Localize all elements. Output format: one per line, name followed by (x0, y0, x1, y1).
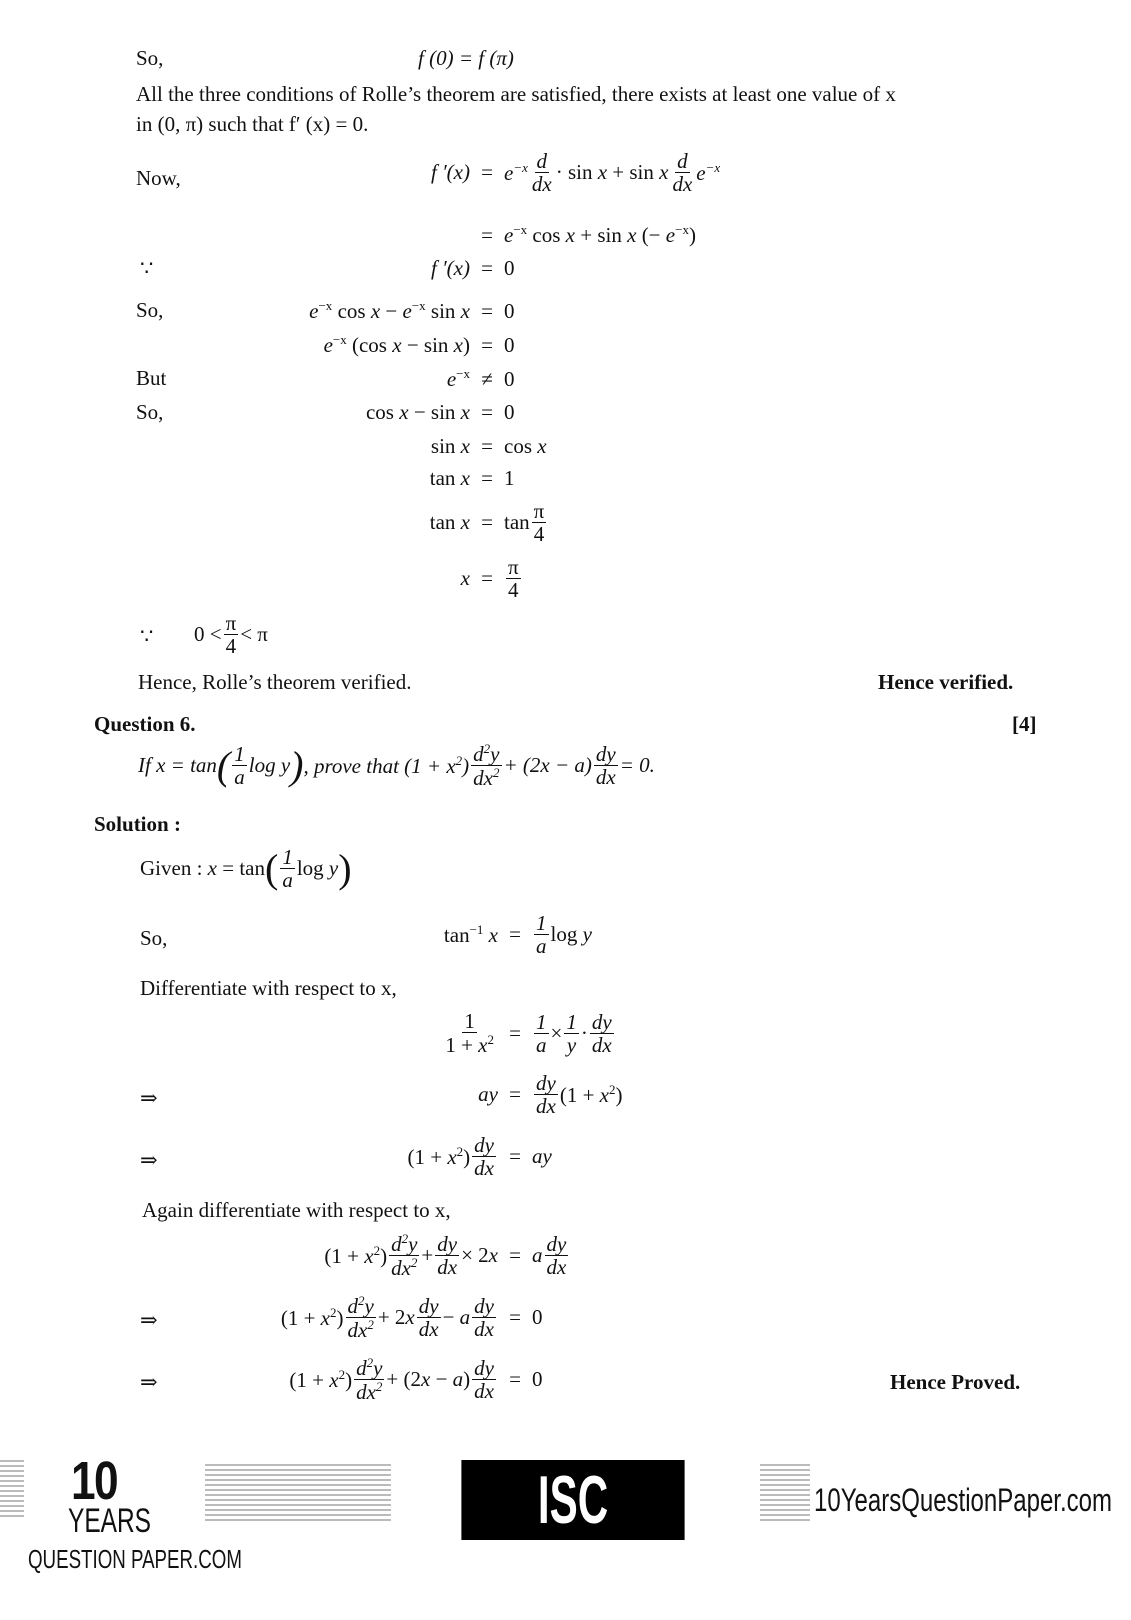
eq-line-g: tan x = tan $\frac{\pi}{4}$ (429, 499, 545, 547)
derivative-eq-2: = $e^{-x}$ cos x + sin x (− $e^{-x}$) (481, 222, 696, 247)
eq-line-b: $e^{-x}$ (cos x − sin x) = 0 (323, 332, 515, 357)
solution-heading: Solution : (94, 812, 181, 836)
mid-stripes (205, 1464, 391, 1524)
implies-1: ⇒ (140, 1086, 158, 1110)
since-symbol-2: ∵ (140, 624, 154, 648)
eq-tan-inverse: $\tan^{-1} x$ = $\frac{1}{a}$ log y (443, 911, 592, 959)
since-symbol-1: ∵ (140, 256, 154, 280)
so-label-3: So, (136, 400, 164, 424)
but-label: But (136, 366, 167, 390)
eq-line-a: $e^{-x}$ $\cos x - e^{-x}$ sin x = 0 (309, 298, 515, 323)
conditions-text: All the three conditions of Rolle’s theorem are satisfied, there exists at least one value of x (136, 82, 896, 106)
logo-years: YEARS (68, 1502, 151, 1540)
eq-second-2: $(1 + x^2)$ $\frac{d^2y}{dx^2}$ + 2x $\frac{dy}{dx}$ − a $\frac{dy}{dx}$ = 0 (280, 1293, 543, 1343)
footer-banner (0, 1440, 1131, 1618)
again-text: Again differentiate with respect to x, (142, 1198, 451, 1222)
eq-diff-3: $(1 + x^2)$ $\frac{dy}{dx}$ = ay (407, 1133, 552, 1181)
so-label-4: So, (140, 926, 168, 950)
so-label-1: So, (136, 46, 164, 70)
eq-second-1: $(1 + x^2)$ $\frac{d^2y}{dx^2}$ + $\frac{dy}{dx}$ × 2x = a $\frac{dy}{dx}$ (324, 1231, 567, 1281)
f0-equation: f (0) = f (π) (418, 46, 514, 70)
fprime-zero: f ′(x) = 0 (431, 256, 515, 280)
eq-diff-2: ay = $\frac{dy}{dx}$ $(1 + x^2)$ (478, 1071, 623, 1119)
eq-line-f: tan x = 1 (429, 466, 515, 490)
left-stripes (0, 1460, 24, 1520)
right-stripes (760, 1464, 810, 1524)
range-inequality: 0 < $\frac{\pi}{4}$ < π (194, 611, 268, 659)
implies-2: ⇒ (140, 1148, 158, 1172)
eq-line-h: x = $\frac{\pi}{4}$ (460, 555, 519, 603)
eq-second-3: $(1 + x^2)$ $\frac{d^2y}{dx^2}$ + (2x − a) $\frac{dy}{dx}$ = 0 (289, 1355, 543, 1405)
question-heading: Question 6. (94, 712, 196, 736)
logo-site-name: QUESTION PAPER.COM (28, 1544, 242, 1574)
range-text: in (0, π) such that f′ (x) = 0. (136, 112, 369, 136)
implies-4: ⇒ (140, 1370, 158, 1394)
given-label: Given : (140, 856, 203, 881)
hence-proved-text: Hence Proved. (890, 1370, 1021, 1394)
now-label: Now, (136, 166, 181, 190)
marks-badge: [4] (1012, 712, 1037, 736)
logo-number: 10 (71, 1451, 118, 1511)
question-statement: If x = tan ( $\frac{1}{a}$ log y ) , prove that $(1 + x^2)$ $\frac{d^2y}{dx^2}$ + (2x − a) $\frac{dy}{dx}$ = 0. (138, 741, 655, 791)
website-link[interactable]: 10YearsQuestionPaper.com (814, 1482, 1112, 1518)
differentiate-text: Differentiate with respect to x, (140, 976, 397, 1000)
hence-verified-text: Hence verified. (878, 670, 1014, 694)
eq-line-e: sin x = cos x (430, 434, 547, 458)
derivative-eq: f ′(x) = $e^{-x}$ $\frac{d}{dx}$ · sin x + sin x $\frac{d}{dx}$ $e^{-x}$ (431, 149, 721, 197)
hence-rolle-text: Hence, Rolle’s theorem verified. (138, 670, 412, 694)
given-line: Given : x = tan ( $\frac{1}{a}$ log y ) (140, 845, 352, 893)
eq-line-d: cos x − sin x = 0 (365, 400, 515, 424)
eq-line-c: $e^{-x}$ ≠ 0 (446, 366, 515, 391)
implies-3: ⇒ (140, 1308, 158, 1332)
eq-diff-1: $\frac{1}{1 + x^2}$ = $\frac{1}{a}$ × $\frac{1}{y}$ · $\frac{dy}{dx}$ (445, 1009, 612, 1058)
so-label-2: So, (136, 298, 164, 322)
board-title: ISC BOARD XII (461, 1460, 684, 1540)
